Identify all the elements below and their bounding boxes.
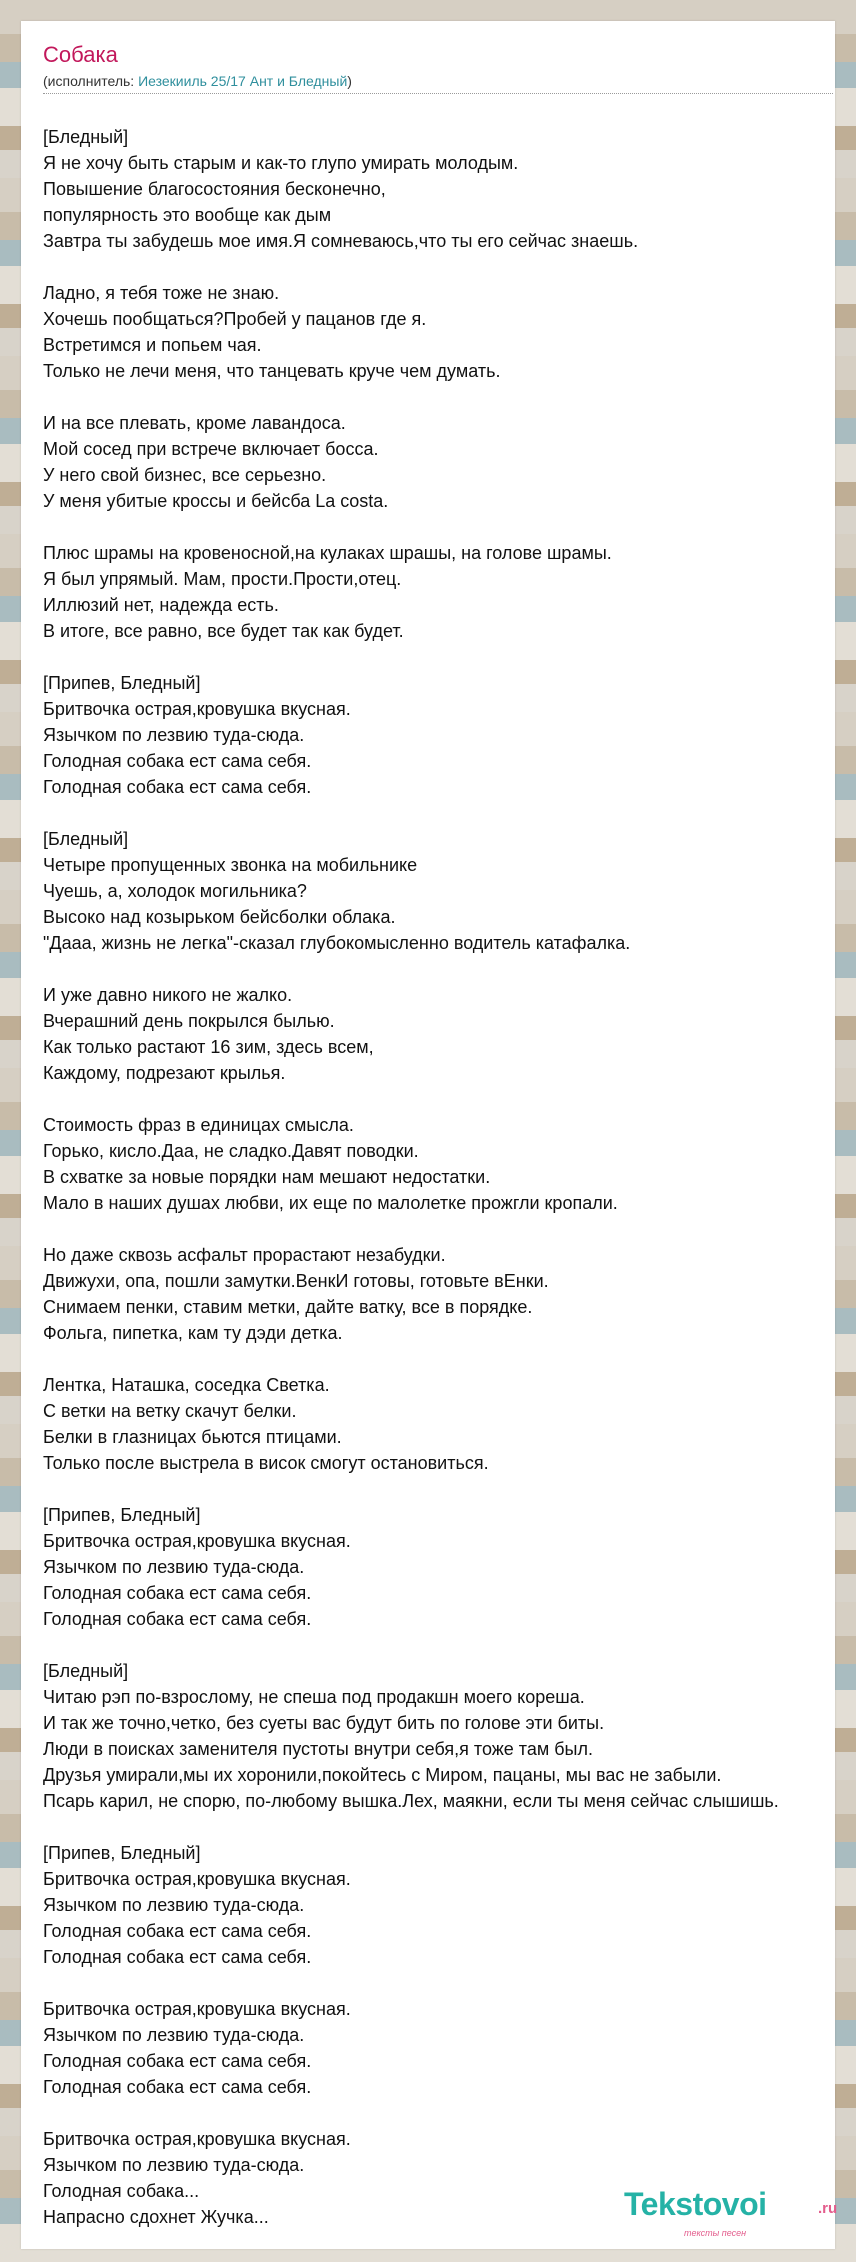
lyric-line: Язычком по лезвию туда-сюда. bbox=[43, 1895, 305, 1915]
lyrics-card bbox=[21, 21, 838, 2249]
logo-tagline: тексты песен bbox=[684, 2228, 747, 2238]
lyric-line: Как только растают 16 зим, здесь всем, bbox=[43, 1037, 374, 1057]
lyric-line: Голодная собака ест сама себя. bbox=[43, 1947, 312, 1967]
lyric-line: Ладно, я тебя тоже не знаю. bbox=[43, 283, 280, 303]
lyric-line: Я был упрямый. Мам, прости.Прости,отец. bbox=[43, 569, 402, 589]
lyric-line: Каждому, подрезают крылья. bbox=[43, 1063, 286, 1083]
performer-suffix: ) bbox=[347, 73, 352, 89]
lyrics-stanza bbox=[43, 540, 835, 644]
lyric-line: [Припев, Бледный] bbox=[43, 1505, 201, 1525]
lyric-line: Чуешь, а, холодок могильника? bbox=[43, 881, 307, 901]
performer-line bbox=[43, 73, 833, 94]
lyric-line: Мало в наших душах любви, их еще по малолетке прожгли кропали. bbox=[43, 1193, 618, 1213]
lyric-line: Бритвочка острая,кровушка вкусная. bbox=[43, 1999, 351, 2019]
lyric-line: популярность это вообще как дым bbox=[43, 205, 332, 225]
lyric-line: [Бледный] bbox=[43, 1661, 129, 1681]
lyric-line: Бритвочка острая,кровушка вкусная. bbox=[43, 1869, 351, 1889]
lyric-line: Друзья умирали,мы их хоронили,покойтесь с Миром, пацаны, мы вас не забыли. bbox=[43, 1765, 722, 1785]
lyric-line: Четыре пропущенных звонка на мобильнике bbox=[43, 855, 418, 875]
lyric-line: Бритвочка острая,кровушка вкусная. bbox=[43, 2129, 351, 2149]
lyric-line: Псарь карил, не спорю, по-любому вышка.Лех, маякни, если ты меня сейчас слышишь. bbox=[43, 1791, 779, 1811]
lyrics-stanza bbox=[43, 410, 835, 514]
lyrics-stanza bbox=[43, 1996, 835, 2100]
lyrics-stanza bbox=[43, 1372, 835, 1476]
lyric-line: Язычком по лезвию туда-сюда. bbox=[43, 2025, 305, 2045]
lyric-line: И на все плевать, кроме лавандоса. bbox=[43, 413, 346, 433]
lyric-line: Мой сосед при встрече включает босса. bbox=[43, 439, 379, 459]
lyric-line: Напрасно сдохнет Жучка... bbox=[43, 2207, 269, 2227]
lyric-line: "Дааа, жизнь не легка"-сказал глубокомысленно водитель катафалка. bbox=[43, 933, 631, 953]
lyric-line: Только после выстрела в висок смогут остановиться. bbox=[43, 1453, 489, 1473]
lyrics-stanza bbox=[43, 1242, 835, 1346]
lyric-line: Белки в глазницах бьются птицами. bbox=[43, 1427, 342, 1447]
lyrics-stanza bbox=[43, 124, 835, 254]
lyric-line: Люди в поисках заменителя пустоты внутри себя,я тоже там был. bbox=[43, 1739, 593, 1759]
lyric-line: Язычком по лезвию туда-сюда. bbox=[43, 1557, 305, 1577]
lyric-line: Иллюзий нет, надежда есть. bbox=[43, 595, 279, 615]
lyric-line: Хочешь пообщаться?Пробей у пацанов где я. bbox=[43, 309, 427, 329]
performer-prefix: (исполнитель: bbox=[43, 73, 139, 89]
lyric-line: Голодная собака ест сама себя. bbox=[43, 1609, 312, 1629]
lyric-line: Фольга, пипетка, кам ту дэди детка. bbox=[43, 1323, 343, 1343]
lyric-line: Завтра ты забудешь мое имя.Я сомневаюсь,что ты его сейчас знаешь. bbox=[43, 231, 639, 251]
lyric-line: Только не лечи меня, что танцевать круче чем думать. bbox=[43, 361, 501, 381]
lyric-line: У меня убитые кроссы и бейсба La costa. bbox=[43, 491, 389, 511]
lyric-line: В схватке за новые порядки нам мешают недостатки. bbox=[43, 1167, 491, 1187]
lyric-line: Голодная собака ест сама себя. bbox=[43, 751, 312, 771]
site-logo[interactable] bbox=[624, 2186, 838, 2242]
lyric-line: Плюс шрамы на кровеносной,на кулаках шрашы, на голове шрамы. bbox=[43, 543, 612, 563]
lyric-line: Горько, кисло.Даа, не сладко.Давят поводки. bbox=[43, 1141, 419, 1161]
lyrics-stanza bbox=[43, 1840, 835, 1970]
lyrics-stanza bbox=[43, 1502, 835, 1632]
lyrics-stanza bbox=[43, 826, 835, 956]
lyric-line: Бритвочка острая,кровушка вкусная. bbox=[43, 699, 351, 719]
lyrics-stanza bbox=[43, 1658, 835, 1814]
lyric-line: Стоимость фраз в единицах смысла. bbox=[43, 1115, 354, 1135]
lyric-line: Высоко над козырьком бейсболки облака. bbox=[43, 907, 396, 927]
lyric-line: Читаю рэп по-взрослому, не спеша под продакшн моего кореша. bbox=[43, 1687, 585, 1707]
artist-link[interactable]: Иезекииль 25/17 Ант и Бледный bbox=[138, 73, 348, 89]
lyric-line: Снимаем пенки, ставим метки, дайте ватку, все в порядке. bbox=[43, 1297, 533, 1317]
lyrics-stanza bbox=[43, 1112, 835, 1216]
lyric-line: С ветки на ветку скачут белки. bbox=[43, 1401, 297, 1421]
lyric-line: У него свой бизнес, все серьезно. bbox=[43, 465, 327, 485]
lyric-line: Но даже сквозь асфальт прорастают незабудки. bbox=[43, 1245, 446, 1265]
lyric-line: Голодная собака ест сама себя. bbox=[43, 777, 312, 797]
lyrics-stanza bbox=[43, 670, 835, 800]
lyrics-stanza bbox=[43, 280, 835, 384]
lyric-line: Голодная собака ест сама себя. bbox=[43, 2077, 312, 2097]
logo-domain: .ru bbox=[818, 2200, 838, 2217]
lyric-line: [Бледный] bbox=[43, 829, 129, 849]
lyric-line: Вчерашний день покрылся былью. bbox=[43, 1011, 335, 1031]
lyric-line: [Бледный] bbox=[43, 127, 129, 147]
lyric-line: Голодная собака ест сама себя. bbox=[43, 2051, 312, 2071]
lyric-line: Бритвочка острая,кровушка вкусная. bbox=[43, 1531, 351, 1551]
lyric-line: Я не хочу быть старым и как-то глупо умирать молодым. bbox=[43, 153, 519, 173]
lyric-line: Движухи, опа, пошли замутки.ВенкИ готовы, готовьте вЕнки. bbox=[43, 1271, 549, 1291]
lyric-line: Повышение благосостояния бесконечно, bbox=[43, 179, 386, 199]
logo-wordmark: Tekstovoi bbox=[624, 2186, 767, 2222]
lyric-line: [Припев, Бледный] bbox=[43, 1843, 201, 1863]
lyric-line: Язычком по лезвию туда-сюда. bbox=[43, 2155, 305, 2175]
lyric-line: Голодная собака ест сама себя. bbox=[43, 1921, 312, 1941]
lyric-line: Встретимся и попьем чая. bbox=[43, 335, 262, 355]
lyric-line: Голодная собака... bbox=[43, 2181, 200, 2201]
lyric-line: И уже давно никого не жалко. bbox=[43, 985, 293, 1005]
lyrics-stanza bbox=[43, 982, 835, 1086]
song-title: Собака bbox=[43, 42, 118, 67]
lyric-line: И так же точно,четко, без суеты вас будут бить по голове эти биты. bbox=[43, 1713, 605, 1733]
lyric-line: Язычком по лезвию туда-сюда. bbox=[43, 725, 305, 745]
lyrics-body bbox=[43, 124, 838, 2256]
lyric-line: Лентка, Наташка, соседка Светка. bbox=[43, 1375, 330, 1395]
lyric-line: [Припев, Бледный] bbox=[43, 673, 201, 693]
lyric-line: Голодная собака ест сама себя. bbox=[43, 1583, 312, 1603]
lyric-line: В итоге, все равно, все будет так как будет. bbox=[43, 621, 404, 641]
